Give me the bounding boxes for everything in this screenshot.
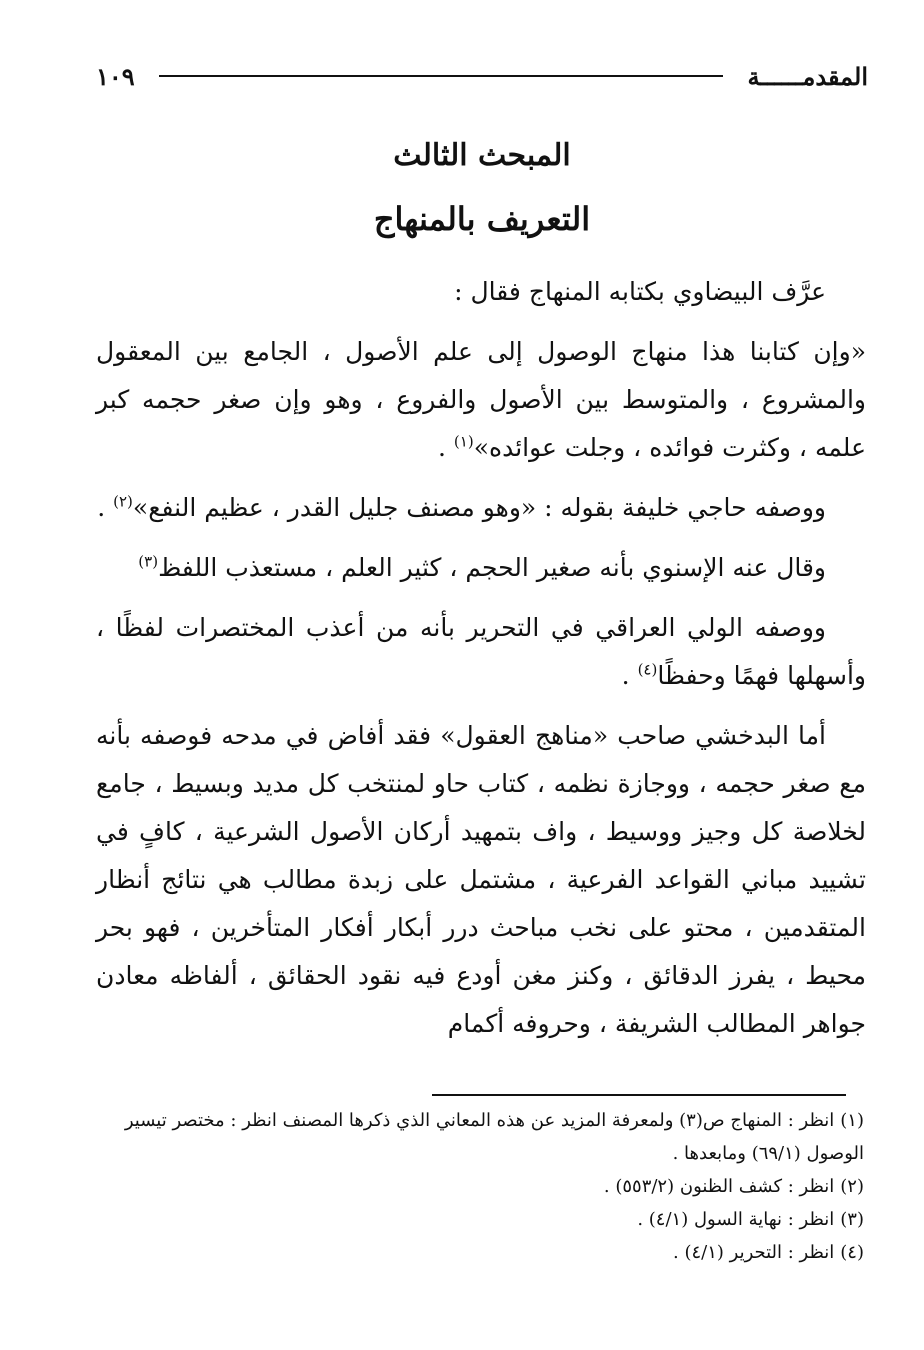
paragraph-haji-khalifa: ووصفه حاجي خليفة بقوله : «وهو مصنف جليل القدر ، عظيم النفع»$^{(٢)}$ . [97,492,826,522]
paragraph-iraqi: ووصفه الولي العراقي في التحرير بأنه من أعذب المختصرات لفظًا ، وأسهلها فهمًا وحفظًا$^{(٤)}$ . [96,613,866,690]
section-title: المبحث الثالث [393,138,571,173]
header-rule [159,75,724,77]
footnotes [96,1104,864,1269]
paragraph-isnawi: وقال عنه الإسنوي بأنه صغير الحجم ، كثير العلم ، مستعذب اللفظ$^{(٣)}$ [138,552,826,582]
running-head: المقدمــــــة [747,61,868,91]
footnote-ref-2: (٢) [113,492,133,511]
chapter-title: التعريف بالمنهاج [373,200,591,238]
footnote-2: (٢)انظر : كشف الظنون (٥٥٣/٢) . [603,1176,864,1197]
paragraph-quote-baydawi: «وإن كتابنا هذا منهاج الوصول إلى علم الأصول ، الجامع بين المعقول والمشروع ، والمتوسط بين الأصول والفروع ، وهو وإن صغر حجمه كبر علمه ، وكثرت فوائده ، وجلت عوائده»$^{(١)}$ . [96,337,866,462]
page-header [96,56,868,96]
footnote-rule [432,1094,846,1096]
footnote-ref-3: (٣) [138,552,159,571]
footnote-3: (٣)انظر : نهاية السول (٤/١) . [637,1209,864,1230]
footnote-4: (٤)انظر : التحرير (٤/١) . [673,1242,864,1263]
footnote-ref-4: (٤) [637,660,658,679]
page-number: ١٠٩ [96,61,135,91]
body-text [96,268,866,1060]
paragraph-badakhshi: أما البدخشي صاحب «مناهج العقول» فقد أفاض في مدحه فوصفه بأنه مع صغر حجمه ، ووجازة نظمه ، كتاب حاو لمنتخب كل مديد وبسيط ، جامع لخلاصة كل وجيز ووسيط ، واف بتمهيد أركان الأصول الشرعية ، كافٍ في تشييد مباني القواعد الفرعية ، مشتمل على زبدة مطالب هي نتائج أنظار المتقدمين ، محتو على نخب مباحث درر أبكار أفكار المتأخرين ، فهو بحر محيط ، يفرز الدقائق ، وكنز مغن أودع فيه نقود الحقائق ، ألفاظه معادن جواهر المطالب الشريفة ، وحروفه أكمام [96,721,866,1038]
paragraph-intro: عرَّف البيضاوي بكتابه المنهاج فقال : [454,277,826,306]
footnote-1: (١)انظر : المنهاج ص(٣) ولمعرفة المزيد عن هذه المعاني الذي ذكرها المصنف انظر : مختصر تيسير الوصول (٦٩/١) ومابعدها . [124,1110,864,1164]
footnote-ref-1: (١) [453,432,474,451]
